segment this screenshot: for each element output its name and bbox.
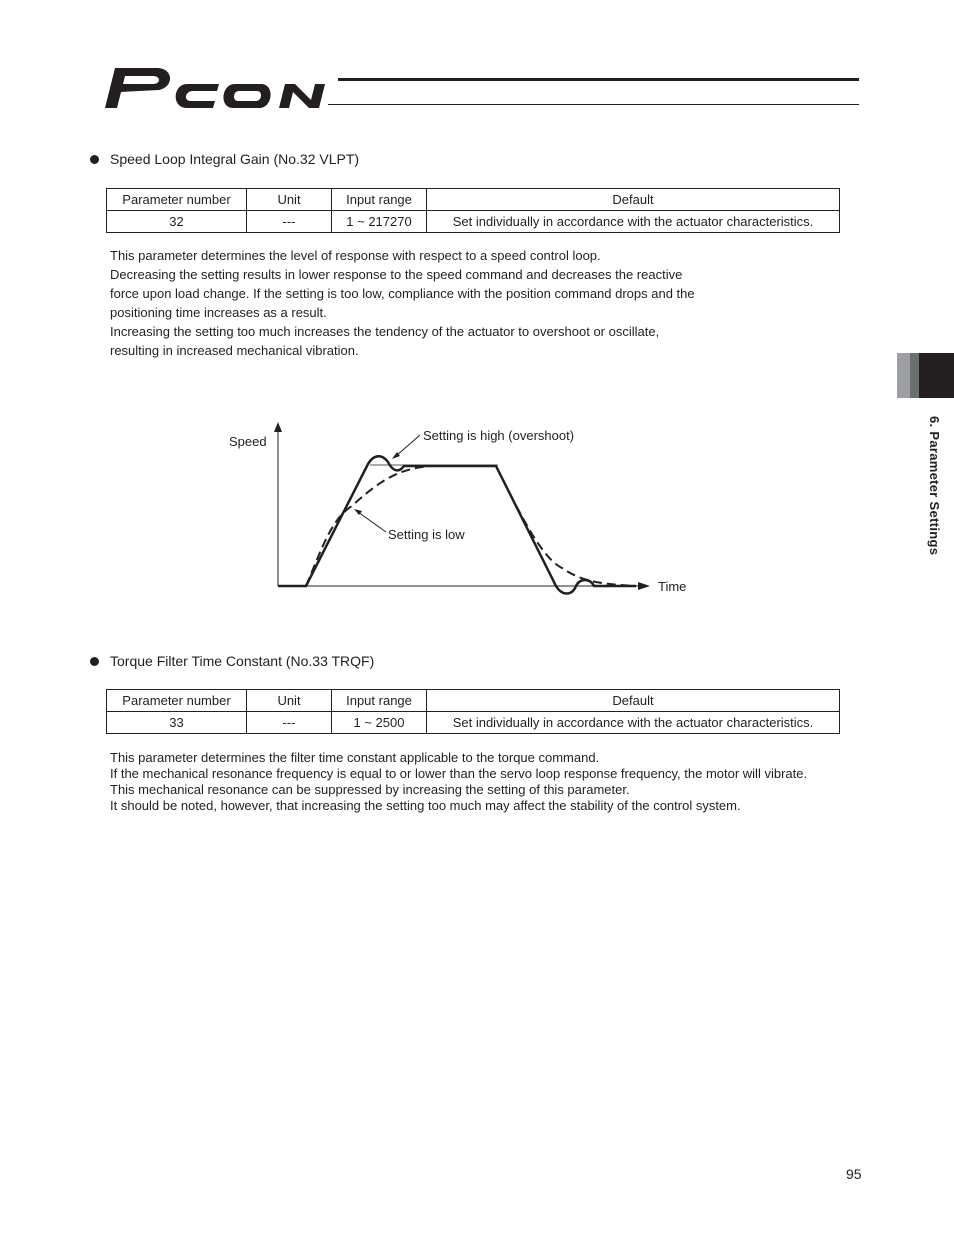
description-line: Increasing the setting too much increases the tendency of the actuator to overshoot or oscillate, [110,324,660,339]
description-line: positioning time increases as a result. [110,305,327,320]
y-axis-arrow-icon [274,422,282,432]
description-vlpt [110,246,880,360]
description-line: If the mechanical resonance frequency is equal to or lower than the servo loop response frequency, the motor will vibrate. [110,766,808,781]
description-line: resulting in increased mechanical vibration. [110,343,359,358]
table-cell: 1 ~ 217270 [332,211,427,233]
table-header-cell: Default [427,690,840,712]
table-header-cell: Input range [332,690,427,712]
table-cell: Set individually in accordance with the actuator characteristics. [427,211,840,233]
table-cell: 32 [107,211,247,233]
description-trqf [110,750,880,814]
speed-response-graph [222,418,702,608]
chapter-label: 6. Parameter Settings [927,416,942,556]
table-row [107,211,840,233]
table-header-cell: Unit [247,189,332,211]
section-title-trqf [90,652,374,670]
description-line: Decreasing the setting results in lower response to the speed command and decreases the reactive [110,267,683,282]
low-setting-curve [278,466,636,586]
bullet-icon [90,657,99,666]
table-cell: Set individually in accordance with the actuator characteristics. [427,712,840,734]
annotation-high: Setting is high (overshoot) [423,428,575,443]
table-header-cell: Parameter number [107,189,247,211]
section-title-text: Speed Loop Integral Gain (No.32 VLPT) [110,151,360,167]
table-header-cell: Parameter number [107,690,247,712]
chapter-tab-marker [910,353,919,398]
table-cell: 33 [107,712,247,734]
chapter-tab-marker [919,353,954,398]
table-header-row [107,189,840,211]
high-setting-curve [278,456,636,593]
annotation-leader-high [396,435,420,456]
x-axis-label: Time [658,579,687,594]
table-header-cell: Default [427,189,840,211]
description-line: This mechanical resonance can be suppressed by increasing the setting of this parameter. [110,782,630,797]
table-header-cell: Unit [247,690,332,712]
table-header-row [107,690,840,712]
section-title-text: Torque Filter Time Constant (No.33 TRQF) [110,653,375,669]
table-row [107,712,840,734]
header-rule-thin [328,104,859,105]
description-line: It should be noted, however, that increasing the setting too much may affect the stability of the control system. [110,798,741,813]
section-title-vlpt [90,150,359,168]
table-header-cell: Input range [332,189,427,211]
description-line: This parameter determines the filter time constant applicable to the torque command. [110,750,600,765]
x-axis-arrow-icon [638,582,650,590]
page-number: 95 [846,1166,862,1182]
parameter-table-vlpt [106,188,840,233]
description-line: force upon load change. If the setting is too low, compliance with the position command drops and the [110,286,695,301]
bullet-icon [90,155,99,164]
table-cell: --- [247,712,332,734]
header-rule-thick [338,78,859,81]
annotation-leader-low [358,512,386,532]
description-line: This parameter determines the level of response with respect to a speed control loop. [110,248,601,263]
table-cell: 1 ~ 2500 [332,712,427,734]
y-axis-label: Speed [229,434,267,449]
parameter-table-trqf [106,689,840,734]
table-cell: --- [247,211,332,233]
annotation-low: Setting is low [388,527,465,542]
pcon-logo [95,64,335,110]
